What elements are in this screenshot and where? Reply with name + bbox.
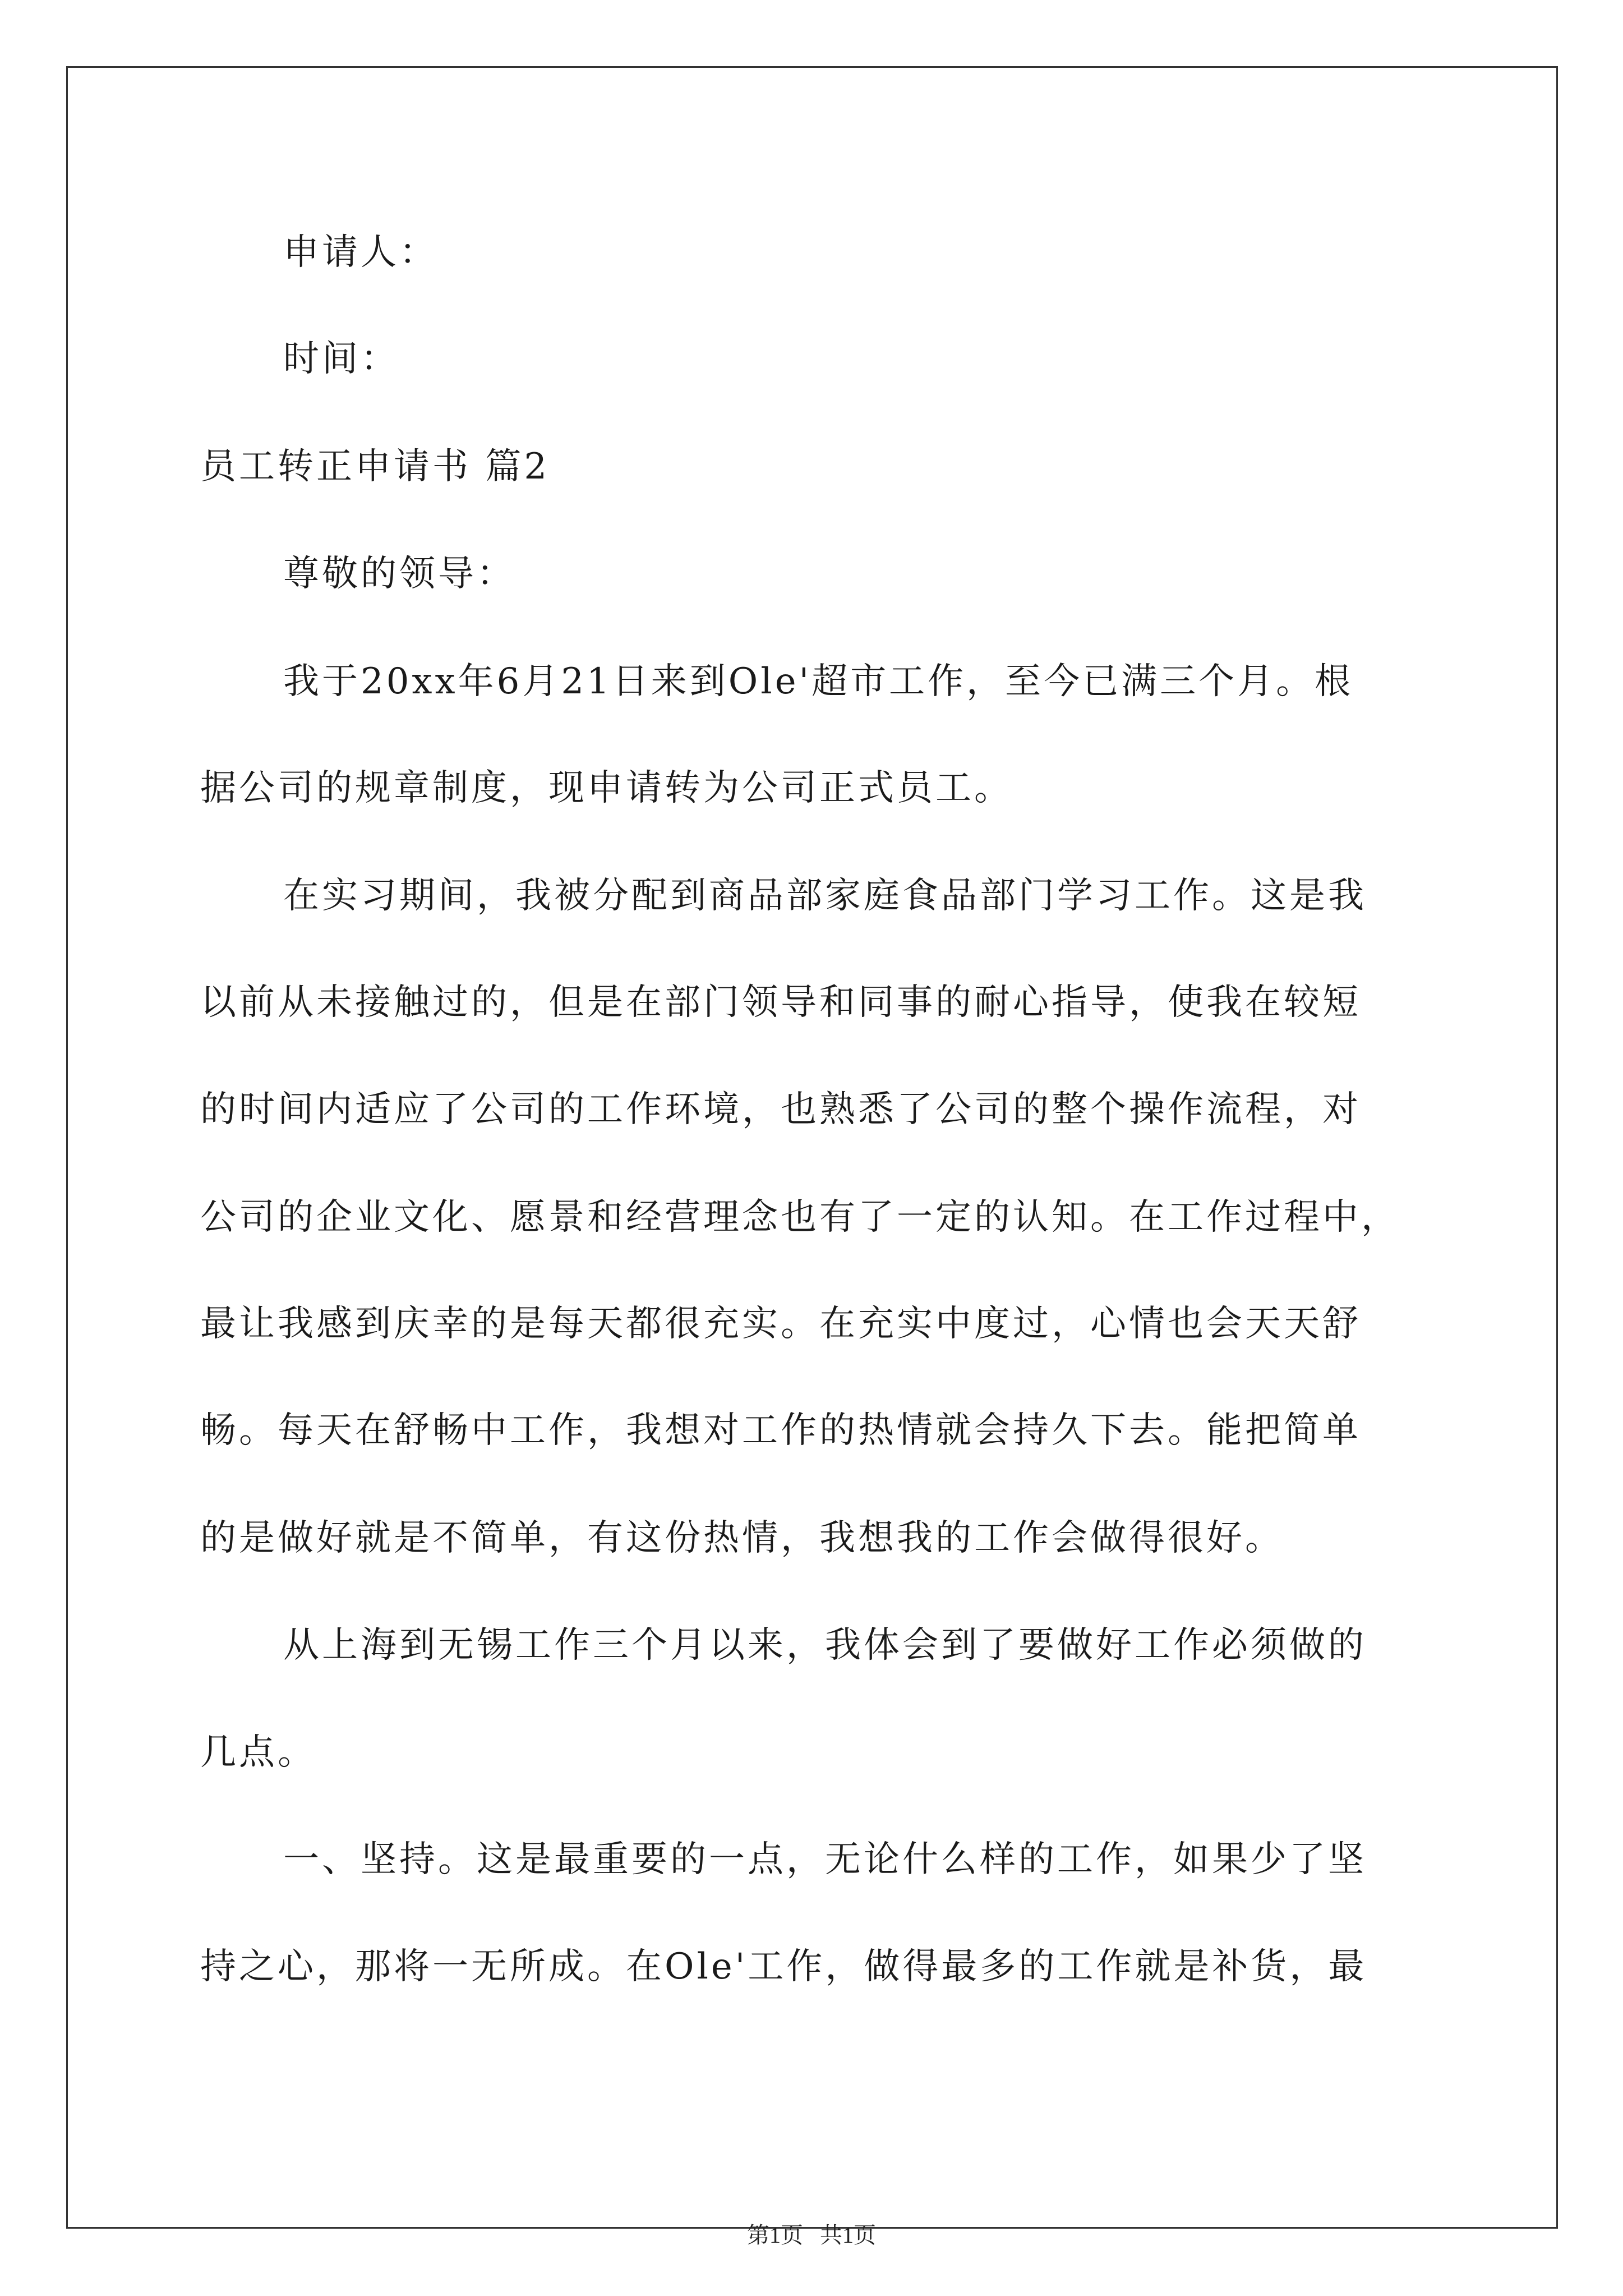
- paragraph-4-line-2: 持之心，那将一无所成。在Ole'工作，做得最多的工作就是补货，最: [200, 1946, 1367, 1987]
- salutation: 尊敬的领导：: [283, 553, 515, 595]
- paragraph-3-line-2: 几点。: [200, 1732, 316, 1773]
- paragraph-1-line-2: 据公司的规章制度，现申请转为公司正式员工。: [200, 767, 1013, 809]
- paragraph-2-line-1: 在实习期间，我被分配到商品部家庭食品部门学习工作。这是我: [283, 875, 1367, 917]
- paragraph-2-line-7: 的是做好就是不简单，有这份热情，我想我的工作会做得很好。: [200, 1517, 1284, 1559]
- paragraph-2-line-3: 的时间内适应了公司的工作环境，也熟悉了公司的整个操作流程，对: [200, 1089, 1361, 1130]
- paragraph-2-line-4: 公司的企业文化、愿景和经营理念也有了一定的认知。在工作过程中，: [200, 1197, 1400, 1238]
- paragraph-1-line-1: 我于20xx年6月21日来到Ole'超市工作，至今已满三个月。根: [283, 661, 1354, 702]
- page-footer: 第1页 共1页: [747, 2223, 876, 2248]
- paragraph-2-line-6: 畅。每天在舒畅中工作，我想对工作的热情就会持久下去。能把简单: [200, 1410, 1361, 1451]
- date-label: 时间：: [283, 338, 399, 380]
- paragraph-2-line-5: 最让我感到庆幸的是每天都很充实。在充实中度过，心情也会天天舒: [200, 1303, 1361, 1345]
- section-heading: 员工转正申请书 篇2: [200, 446, 550, 487]
- applicant-label: 申请人：: [283, 232, 438, 273]
- paragraph-4-line-1: 一、坚持。这是最重要的一点，无论什么样的工作，如果少了坚: [283, 1839, 1367, 1880]
- paragraph-3-line-1: 从上海到无锡工作三个月以来，我体会到了要做好工作必须做的: [283, 1625, 1367, 1666]
- paragraph-2-line-2: 以前从未接触过的，但是在部门领导和同事的耐心指导，使我在较短: [200, 982, 1361, 1023]
